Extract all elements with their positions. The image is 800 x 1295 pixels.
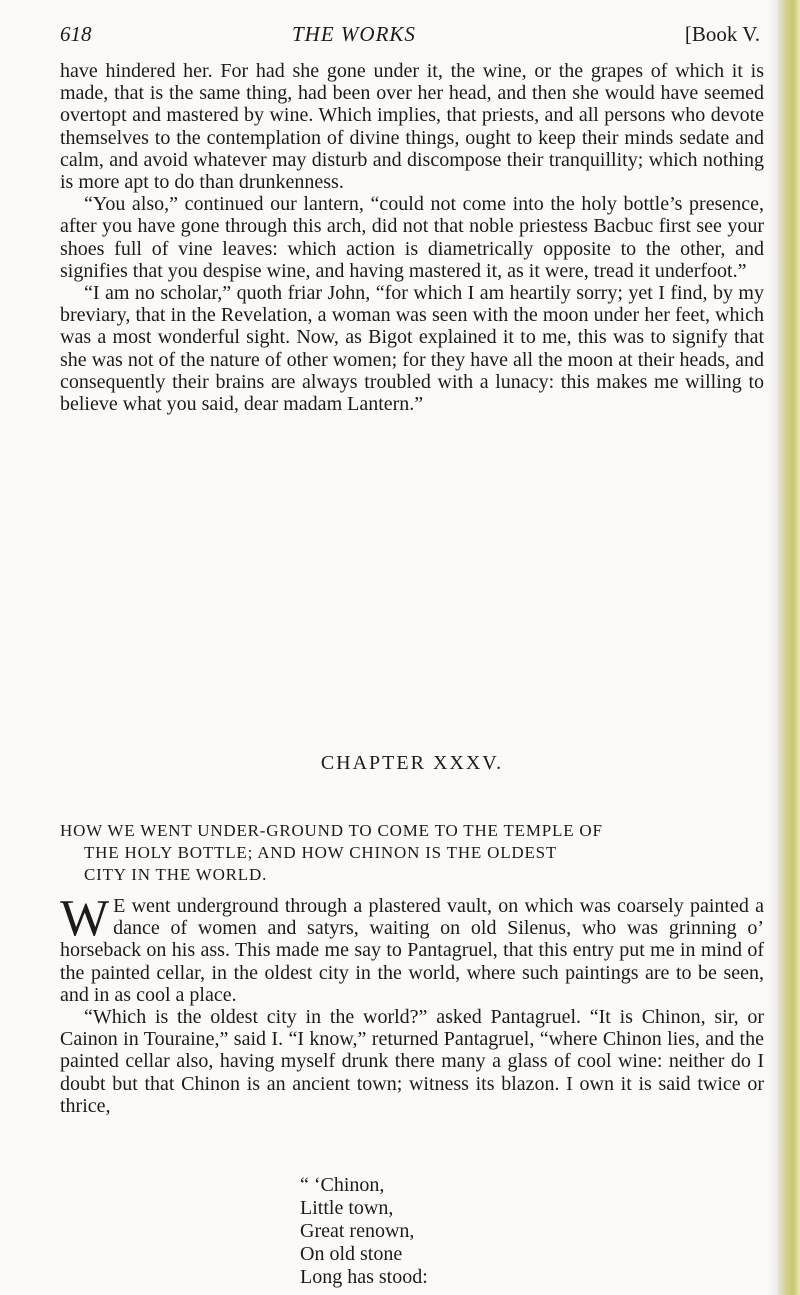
verse-line: Great renown, xyxy=(300,1220,415,1242)
chapter-summary-line-3: CITY IN THE WORLD. xyxy=(84,865,268,884)
book-reference: [Book V. xyxy=(684,22,760,46)
chapter-title: CHAPTER XXXV. xyxy=(320,752,504,774)
opening-paragraph-text: E went underground through a plastered vault, on which was coarsely painted a dance of women and satyrs, waiting on old Silenus, who was grinning o’ horseback on his ass. This made me say to Pantagruel, that this entry put me in mind of the painted cellar, in the oldest city in the world, where such paintings are to be seen, and in as cool a place. xyxy=(60,895,764,1006)
drop-cap: W xyxy=(60,890,110,947)
verse-line: Long has stood: xyxy=(300,1266,428,1288)
verse-block xyxy=(300,1174,600,1289)
page-edge-shadow xyxy=(768,0,778,1295)
chapter-summary xyxy=(60,820,764,886)
chapter-summary-line-2: THE HOLY BOTTLE; AND HOW CHINON IS THE OLDEST xyxy=(84,843,558,862)
paragraph-lantern: “You also,” continued our lantern, “could not come into the holy bottle’s presence, after you have gone through this arch, did not that noble priestess Bacbuc first see your shoes full of vine leaves: which action is diametrically opposite to the other, and signifies that you despise wine, and having mastered it, as it were, tread it underfoot.” xyxy=(60,193,764,282)
page-edge xyxy=(778,0,800,1295)
top-text-block xyxy=(60,60,764,415)
chapter-opening-paragraph xyxy=(60,890,764,1006)
page-number: 618 xyxy=(60,22,92,46)
verse-line: “ ‘Chinon, xyxy=(300,1174,385,1196)
running-head xyxy=(60,22,760,52)
paragraph-continued: have hindered her. For had she gone under it, the wine, or the grapes of which it is made, that is the same thing, had been over her head, and then she would have seemed overtopt and mastered by wine. Which implies, that priests, and all persons who devote themselves to the contemplation of divine things, ought to keep their minds sedate and calm, and avoid whatever may disturb and discompose their tranquillity; which nothing is more apt to do than drunkenness. xyxy=(60,60,764,194)
verse-line: On old stone xyxy=(300,1243,403,1265)
verse-line: Little town, xyxy=(300,1197,394,1219)
paragraph-chinon: “Which is the oldest city in the world?” asked Pantagruel. “It is Chinon, sir, or Cainon in Touraine,” said I. “I know,” returned Pantagruel, “where Chinon lies, and the painted cellar also, having myself drunk there many a glass of cool wine: neither do I doubt but that Chinon is an ancient town; witness its blazon. I own it is said twice or thrice, xyxy=(60,1006,764,1117)
running-title: THE WORKS xyxy=(292,22,416,46)
paragraph-friar-john: “I am no scholar,” quoth friar John, “for which I am heartily sorry; yet I find, by my breviary, that in the Revelation, a woman was seen with the moon under her feet, which was a most wonderful sight. Now, as Bigot explained it to me, this was to signify that she was not of the nature of other women; for they have all the moon at their heads, and consequently their brains are always troubled with a lunacy: this makes me willing to believe what you said, dear madam Lantern.” xyxy=(60,282,764,416)
chapter-summary-line-1: HOW WE WENT UNDER-GROUND TO COME TO THE TEMPLE OF xyxy=(60,821,603,840)
chapter-text-block xyxy=(60,890,764,1117)
